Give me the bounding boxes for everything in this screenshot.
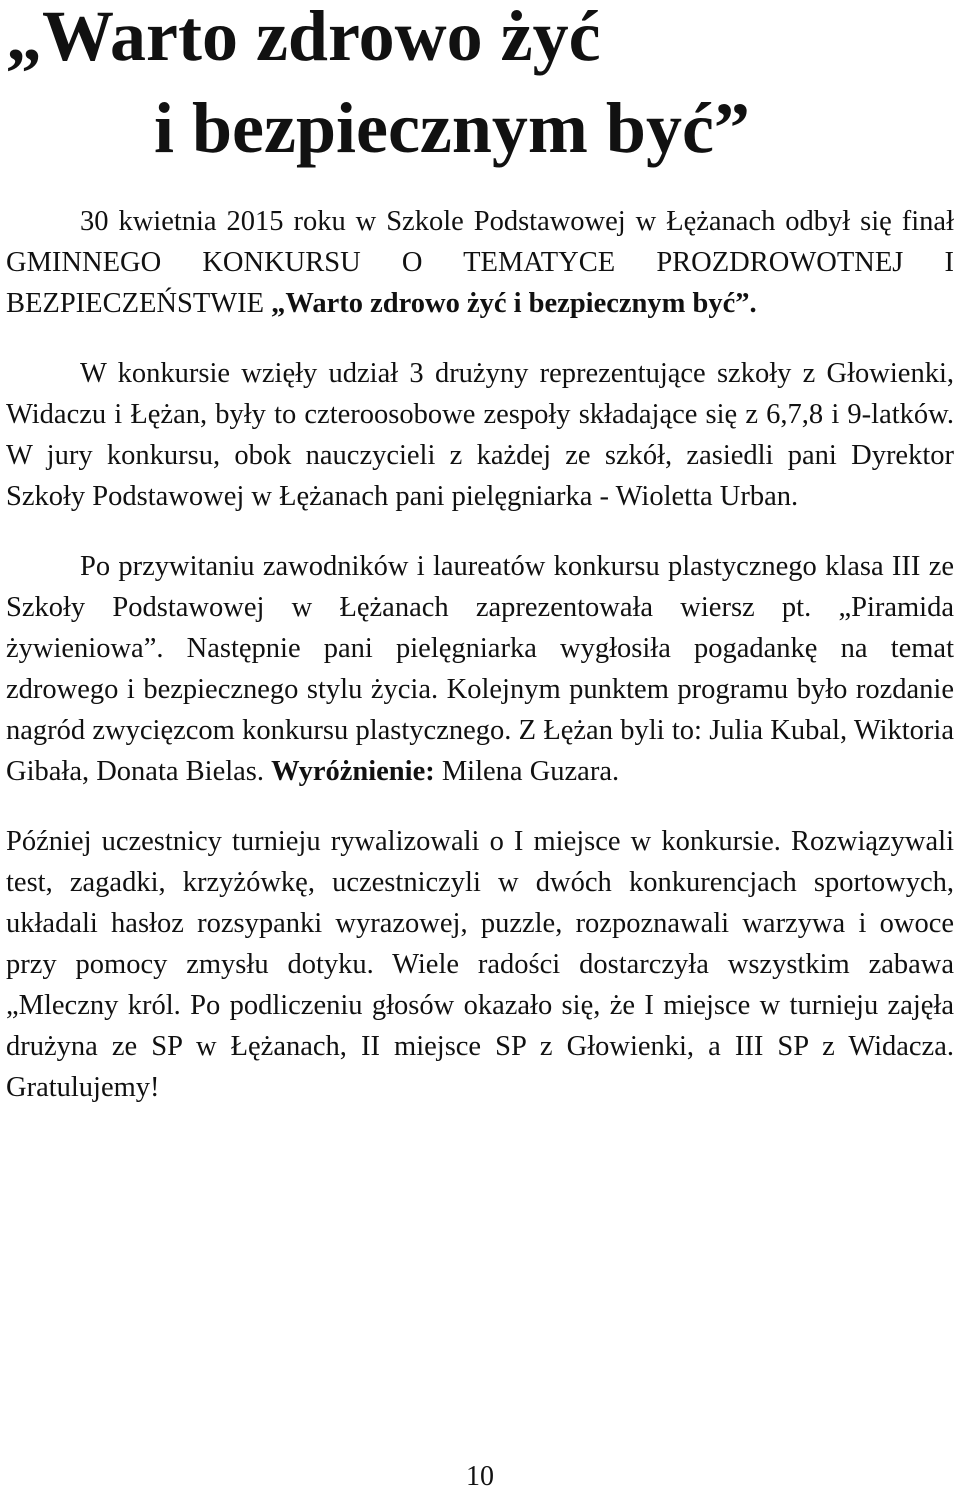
distinction-name: Milena Guzara. bbox=[434, 756, 620, 787]
title-line-1: „Warto zdrowo żyć bbox=[6, 0, 601, 76]
paragraph-program-text: Po przywitaniu zawodników i laureatów konkursu plastycznego klasa III ze Szkoły Podstawowej w Łężanach zaprezentowała wiersz pt. „Piramida żywieniowa”. Następnie pani pielęgniarka wygłosiła pogadankę na temat zdrowego i bezpiecznego stylu życia. Kolejnym punktem programu było rozdanie nagród zwycięzcom konkursu plastycznego. Z Łężan byli to: Julia Kubal, Wiktoria Gibała, Donata Bielas. bbox=[6, 551, 954, 787]
title-line-2: i bezpiecznym być” bbox=[154, 88, 750, 168]
paragraph-intro-bold-title: „Warto zdrowo żyć i bezpiecznym być”. bbox=[271, 288, 757, 319]
paragraph-intro-text: 30 kwietnia 2015 roku w Szkole Podstawowej w Łężanach odbył się finał GMINNEGO KONKURSU O TEMATYCE PROZDROWOTNEJ I BEZPIECZEŃSTWIE bbox=[6, 206, 954, 319]
paragraph-intro bbox=[6, 201, 954, 324]
page-number: 10 bbox=[466, 1461, 494, 1492]
article-body bbox=[6, 201, 954, 1108]
distinction-label: Wyróżnienie: bbox=[271, 756, 435, 787]
paragraph-program bbox=[6, 546, 954, 792]
paragraph-participants: W konkursie wzięły udział 3 drużyny reprezentujące szkoły z Głowienki, Widaczu i Łężan, były to czteroosobowe zespoły składające się z 6,7,8 i 9-latków. W jury konkursu, obok nauczycieli z każdej ze szkół, zasiedli pani Dyrektor Szkoły Podstawowej w Łężanach pani pielęgniarka - Wioletta Urban. bbox=[6, 358, 954, 512]
paragraph-tournament: Później uczestnicy turnieju rywalizowali o I miejsce w konkursie. Rozwiązywali test, zagadki, krzyżówkę, uczestniczyli w dwóch konkurencjach sportowych, układali hasłoz rozsypanki wyrazowej, puzzle, rozpoznawali warzywa i owoce przy pomocy zmysłu dotyku. Wiele radości dostarczyła wszystkim zabawa „Mleczny król. Po podliczeniu głosów okazało się, że I miejsce w turnieju zajęła drużyna ze SP w Łężanach, II miejsce SP z Głowienki, a III SP z Widacza. Gratulujemy! bbox=[6, 826, 954, 1103]
